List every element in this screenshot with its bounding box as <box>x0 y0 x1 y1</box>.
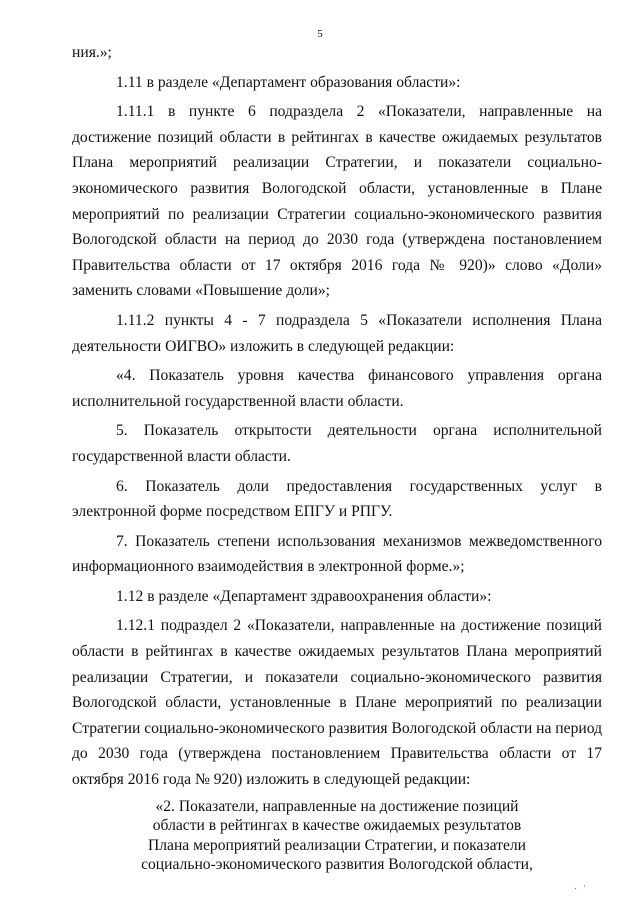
paragraph-1-11-2: 1.11.2 пункты 4 - 7 подраздела 5 «Показатели исполнения Плана деятельности ОИГВО» изложить в следующей редакции: <box>72 311 602 355</box>
heading-line: Плана мероприятий реализации Стратегии, и показатели <box>147 836 526 854</box>
paragraph-1-11-1: 1.11.1 в пункте 6 подраздела 2 «Показатели, направленные на достижение позиций области в рейтингах в качестве ожидаемых результатов Плана мероприятий реализации Стратегии, и показатели социально-экономического развития Вологодской области, установленные в Плане мероприятий по реализации Стратегии социально-экономического развития Вологодской области на период до 2030 года (утверждена постановлением Правительства области от 17 октября 2016 года № 920)» слово «Доли» заменить словами «Повышение доли»; <box>72 103 602 300</box>
centered-section-heading <box>72 797 602 875</box>
paragraph-item-7: 7. Показатель степени использования механизмов межведомственного информационного взаимодействия в электронной форме.»; <box>72 532 602 576</box>
paragraph-continuation: ния.»; <box>72 44 112 61</box>
paragraph-1-12: 1.12 в разделе «Департамент здравоохранения области»: <box>116 587 492 605</box>
document-body <box>72 40 602 875</box>
corner-mark: . · <box>574 881 588 891</box>
paragraph-item-4: «4. Показатель уровня качества финансового управления органа исполнительной государственной власти области. <box>72 367 602 410</box>
page-number: 5 <box>317 28 323 40</box>
heading-line: «2. Показатели, направленные на достижение позиций <box>155 797 519 815</box>
paragraph-item-6: 6. Показатель доли предоставления государственных услуг в электронной форме посредством ЕПГУ и РПГУ. <box>72 477 602 521</box>
paragraph-item-5: 5. Показатель открытости деятельности органа исполнительной государственной власти области. <box>72 422 602 465</box>
heading-line: социально-экономического развития Вологодской области, <box>141 856 533 874</box>
heading-line: области в рейтингах в качестве ожидаемых результатов <box>152 817 522 835</box>
paragraph-1-11: 1.11 в разделе «Департамент образования области»: <box>116 73 461 91</box>
paragraph-1-12-1: 1.12.1 подраздел 2 «Показатели, направленные на достижение позиций области в рейтингах в качестве ожидаемых результатов Плана мероприятий реализации Стратегии, и показатели социально-экономического развития Вологодской области, установленные в Плане мероприятий по реализации Стратегии социально-экономического развития Вологодской области на период до 2030 года (утверждена постановлением Правительства области от 17 октября 2016 года № 920) изложить в следующей редакции: <box>72 617 602 789</box>
